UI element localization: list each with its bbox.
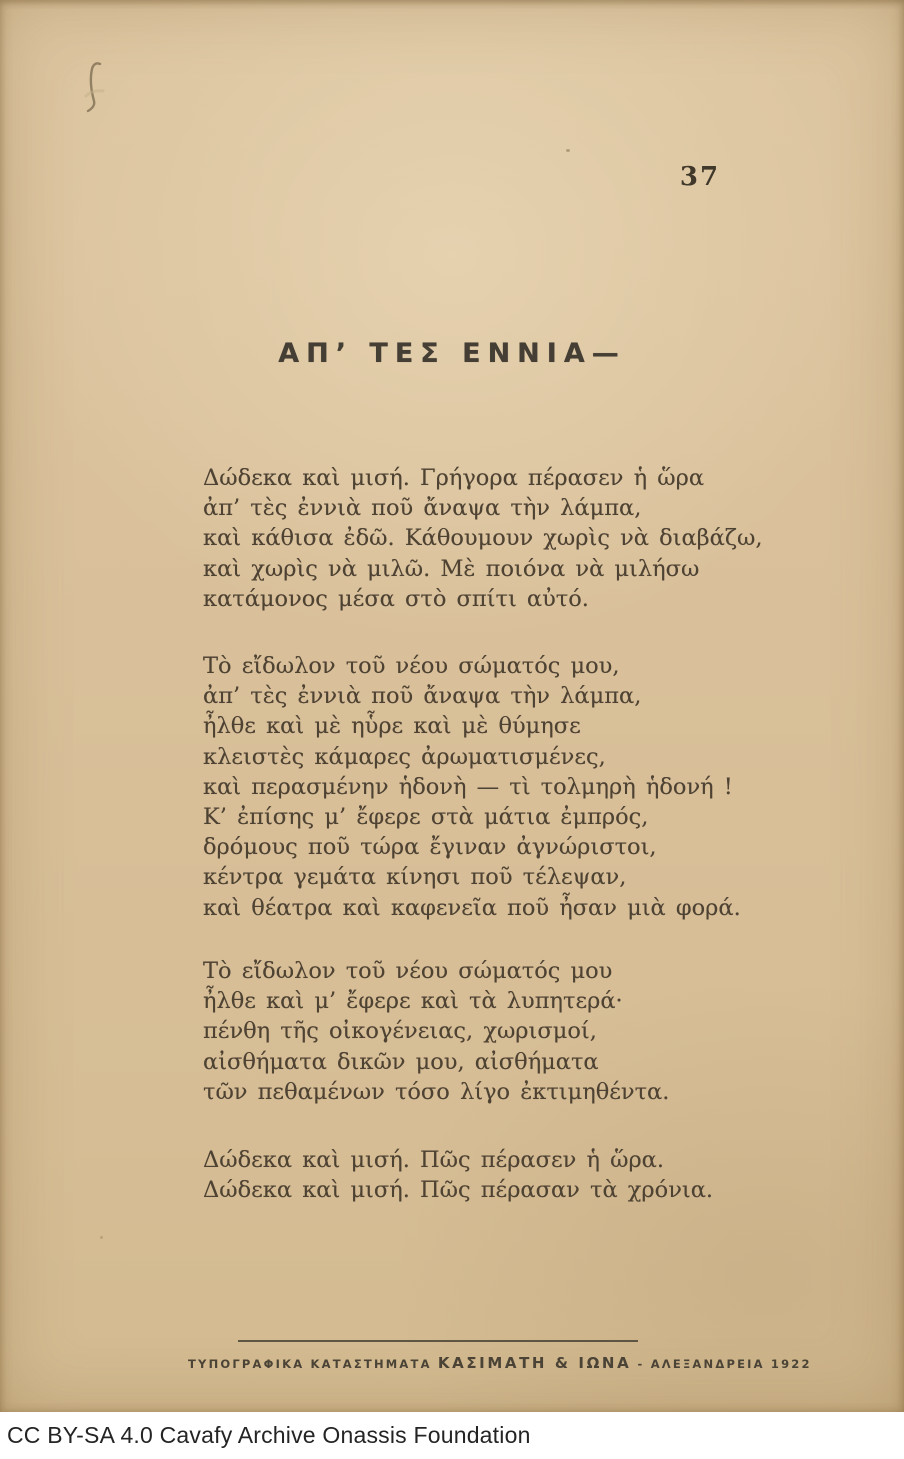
imprint-rule (238, 1340, 638, 1342)
imprint-prefix: ΤΥΠΟΓΡΑΦΙΚΑ ΚΑΤΑΣΤΗΜΑΤΑ (188, 1357, 432, 1371)
poem-line: καὶ χωρὶς νὰ μιλῶ. Μὲ ποιόνα νὰ μιλήσω (203, 555, 700, 582)
poem-line: Κ’ ἐπίσης μ’ ἔφερε στὰ μάτια ἐμπρός, (203, 804, 649, 831)
imprint-name: ΚΑΣΙΜΑΤΗ & ΙΩΝΑ (437, 1354, 632, 1372)
poem-line: Τὸ εἴδωλον τοῦ νέου σώματός μου (203, 958, 613, 984)
poem-line: Δώδεκα καὶ μισή. Γρήγορα πέρασεν ἡ ὥρα (203, 465, 705, 491)
poem-line: δρόμους ποῦ τώρα ἔγιναν ἀγνώριστοι, (203, 834, 657, 861)
pencil-mark (76, 56, 116, 118)
poem-line: καὶ κάθισα ἐδῶ. Κάθουμουν χωρὶς νὰ διαβάζω, (203, 525, 763, 552)
paper-speck (100, 1236, 103, 1239)
poem-line: Τὸ εἴδωλον τοῦ νέου σώματός μου, (203, 653, 620, 679)
poem-line: ἦλθε καὶ μὲ ηὗρε καὶ μὲ θύμησε (203, 713, 581, 740)
paper-speck (566, 149, 570, 152)
imprint-suffix: - ΑΛΕΞΑΝΔΡΕΙΑ 1922 (637, 1357, 812, 1371)
poem-line: τῶν πεθαμένων τόσο λίγο ἐκτιμηθέντα. (203, 1078, 670, 1105)
license-text: CC BY-SA 4.0 Cavafy Archive Onassis Foundation (7, 1422, 531, 1448)
poem-line: Δώδεκα καὶ μισή. Πῶς πέρασαν τὰ χρόνια. (203, 1177, 714, 1204)
poem-stanza-2 (203, 651, 763, 923)
license-strip (0, 1412, 904, 1459)
poem-line: καὶ θέατρα καὶ καφενεῖα ποῦ ἦσαν μιὰ φορά. (203, 894, 741, 921)
poem-line: πένθη τῆς οἰκογένειας, χωρισμοί, (203, 1018, 597, 1045)
poem-line: κέντρα γεμάτα κίνησι ποῦ τέλεψαν, (203, 864, 627, 891)
poem-line: καὶ περασμένην ἡδονὴ — τὶ τολμηρὴ ἡδονή ! (203, 773, 733, 800)
poem-line: ἀπ’ τὲς ἐννιὰ ποῦ ἄναψα τὴν λάμπα, (203, 495, 642, 522)
poem-line: κλειστὲς κάμαρες ἀρωματισμένες, (203, 743, 606, 770)
poem-title: ΑΠ’ ΤΕΣ ΕΝΝΙΑ— (278, 338, 626, 369)
poem-line: κατάμονος μέσα στὸ σπίτι αὐτό. (203, 585, 589, 612)
imprint-text (188, 1354, 812, 1372)
poem-stanza-1 (203, 463, 763, 614)
poem-line: αἰσθήματα δικῶν μου, αἰσθήματα (203, 1048, 599, 1075)
poem-line: Δώδεκα καὶ μισή. Πῶς πέρασεν ἡ ὥρα. (203, 1147, 665, 1173)
poem-stanza-3 (203, 956, 763, 1107)
page-number: 37 (679, 162, 721, 192)
printer-imprint (188, 1340, 812, 1372)
poem-line: ἀπ’ τὲς ἐννιὰ ποῦ ἄναψα τὴν λάμπα, (203, 683, 642, 710)
poem-stanza-4 (203, 1145, 763, 1205)
poem-line: ἦλθε καὶ μ’ ἔφερε καὶ τὰ λυπητερά· (203, 988, 623, 1015)
